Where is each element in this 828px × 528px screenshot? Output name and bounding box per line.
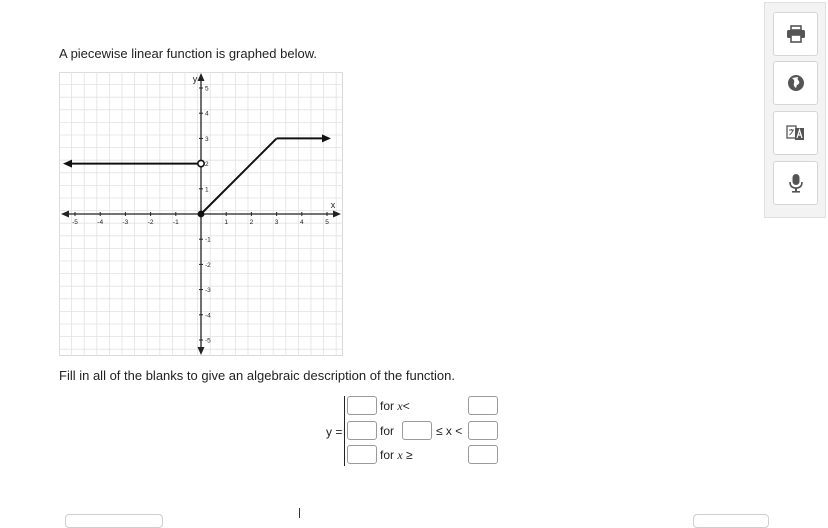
- translate-button[interactable]: [773, 111, 818, 155]
- x-tick-label: 5: [325, 219, 329, 226]
- y-tick-label: -1: [205, 236, 211, 244]
- y-tick-label: -2: [205, 261, 211, 269]
- open-endpoint: [198, 160, 204, 166]
- x-tick-label: -1: [172, 219, 179, 226]
- x-tick-label: -3: [122, 219, 129, 226]
- y-tick-label: -4: [205, 312, 211, 320]
- y-tick-label: 5: [205, 85, 209, 93]
- row3-bound-input[interactable]: [468, 445, 498, 464]
- row2-lower-bound-input[interactable]: [402, 421, 432, 440]
- globe-icon: [787, 74, 805, 92]
- y-equals-label: y =: [326, 425, 343, 439]
- x-tick-label: 3: [274, 219, 279, 226]
- microphone-icon: [788, 173, 804, 193]
- x-tick-label: 2: [249, 219, 254, 226]
- y-tick-label: 1: [205, 186, 209, 194]
- x-tick-label: -2: [147, 219, 154, 226]
- row2-upper-bound-input[interactable]: [468, 421, 498, 440]
- row3-expression-input[interactable]: [347, 445, 377, 464]
- row2-expression-input[interactable]: [347, 421, 377, 440]
- row2-condition-prefix: for: [380, 424, 395, 438]
- y-tick-label: 2: [205, 161, 209, 169]
- y-tick-label: 4: [205, 110, 209, 118]
- x-axis-label: x: [330, 200, 336, 210]
- translate-icon: [786, 124, 806, 142]
- y-tick-label: 3: [205, 135, 209, 143]
- x-tick-label: -4: [97, 219, 104, 226]
- question-instructions: Fill in all of the blanks to give an algebraic description of the function.: [59, 368, 456, 383]
- x-tick-label: -5: [72, 219, 78, 226]
- language-button[interactable]: [773, 61, 818, 105]
- y-tick-label: -5: [205, 337, 211, 345]
- bottom-left-button[interactable]: [65, 514, 163, 528]
- y-tick-label: -3: [205, 287, 211, 295]
- function-graph: [59, 72, 343, 356]
- printer-icon: [786, 25, 806, 43]
- row1-expression-input[interactable]: [347, 396, 377, 415]
- row2-condition-op: ≤ x <: [436, 424, 463, 438]
- speak-button[interactable]: [773, 161, 818, 205]
- bottom-right-button[interactable]: [693, 514, 769, 528]
- row1-condition: for x<: [380, 399, 410, 413]
- text-cursor: [299, 508, 300, 518]
- row1-bound-input[interactable]: [468, 396, 498, 415]
- brace: [344, 396, 345, 466]
- x-tick-label: 4: [299, 219, 304, 226]
- question-intro: A piecewise linear function is graphed below.: [59, 46, 317, 61]
- x-tick-label: 1: [224, 219, 229, 226]
- closed-endpoint: [198, 211, 205, 218]
- row3-condition: for x ≥: [380, 448, 413, 462]
- tool-panel: [764, 2, 826, 218]
- print-button[interactable]: [773, 12, 818, 56]
- y-axis-label: y: [192, 74, 198, 84]
